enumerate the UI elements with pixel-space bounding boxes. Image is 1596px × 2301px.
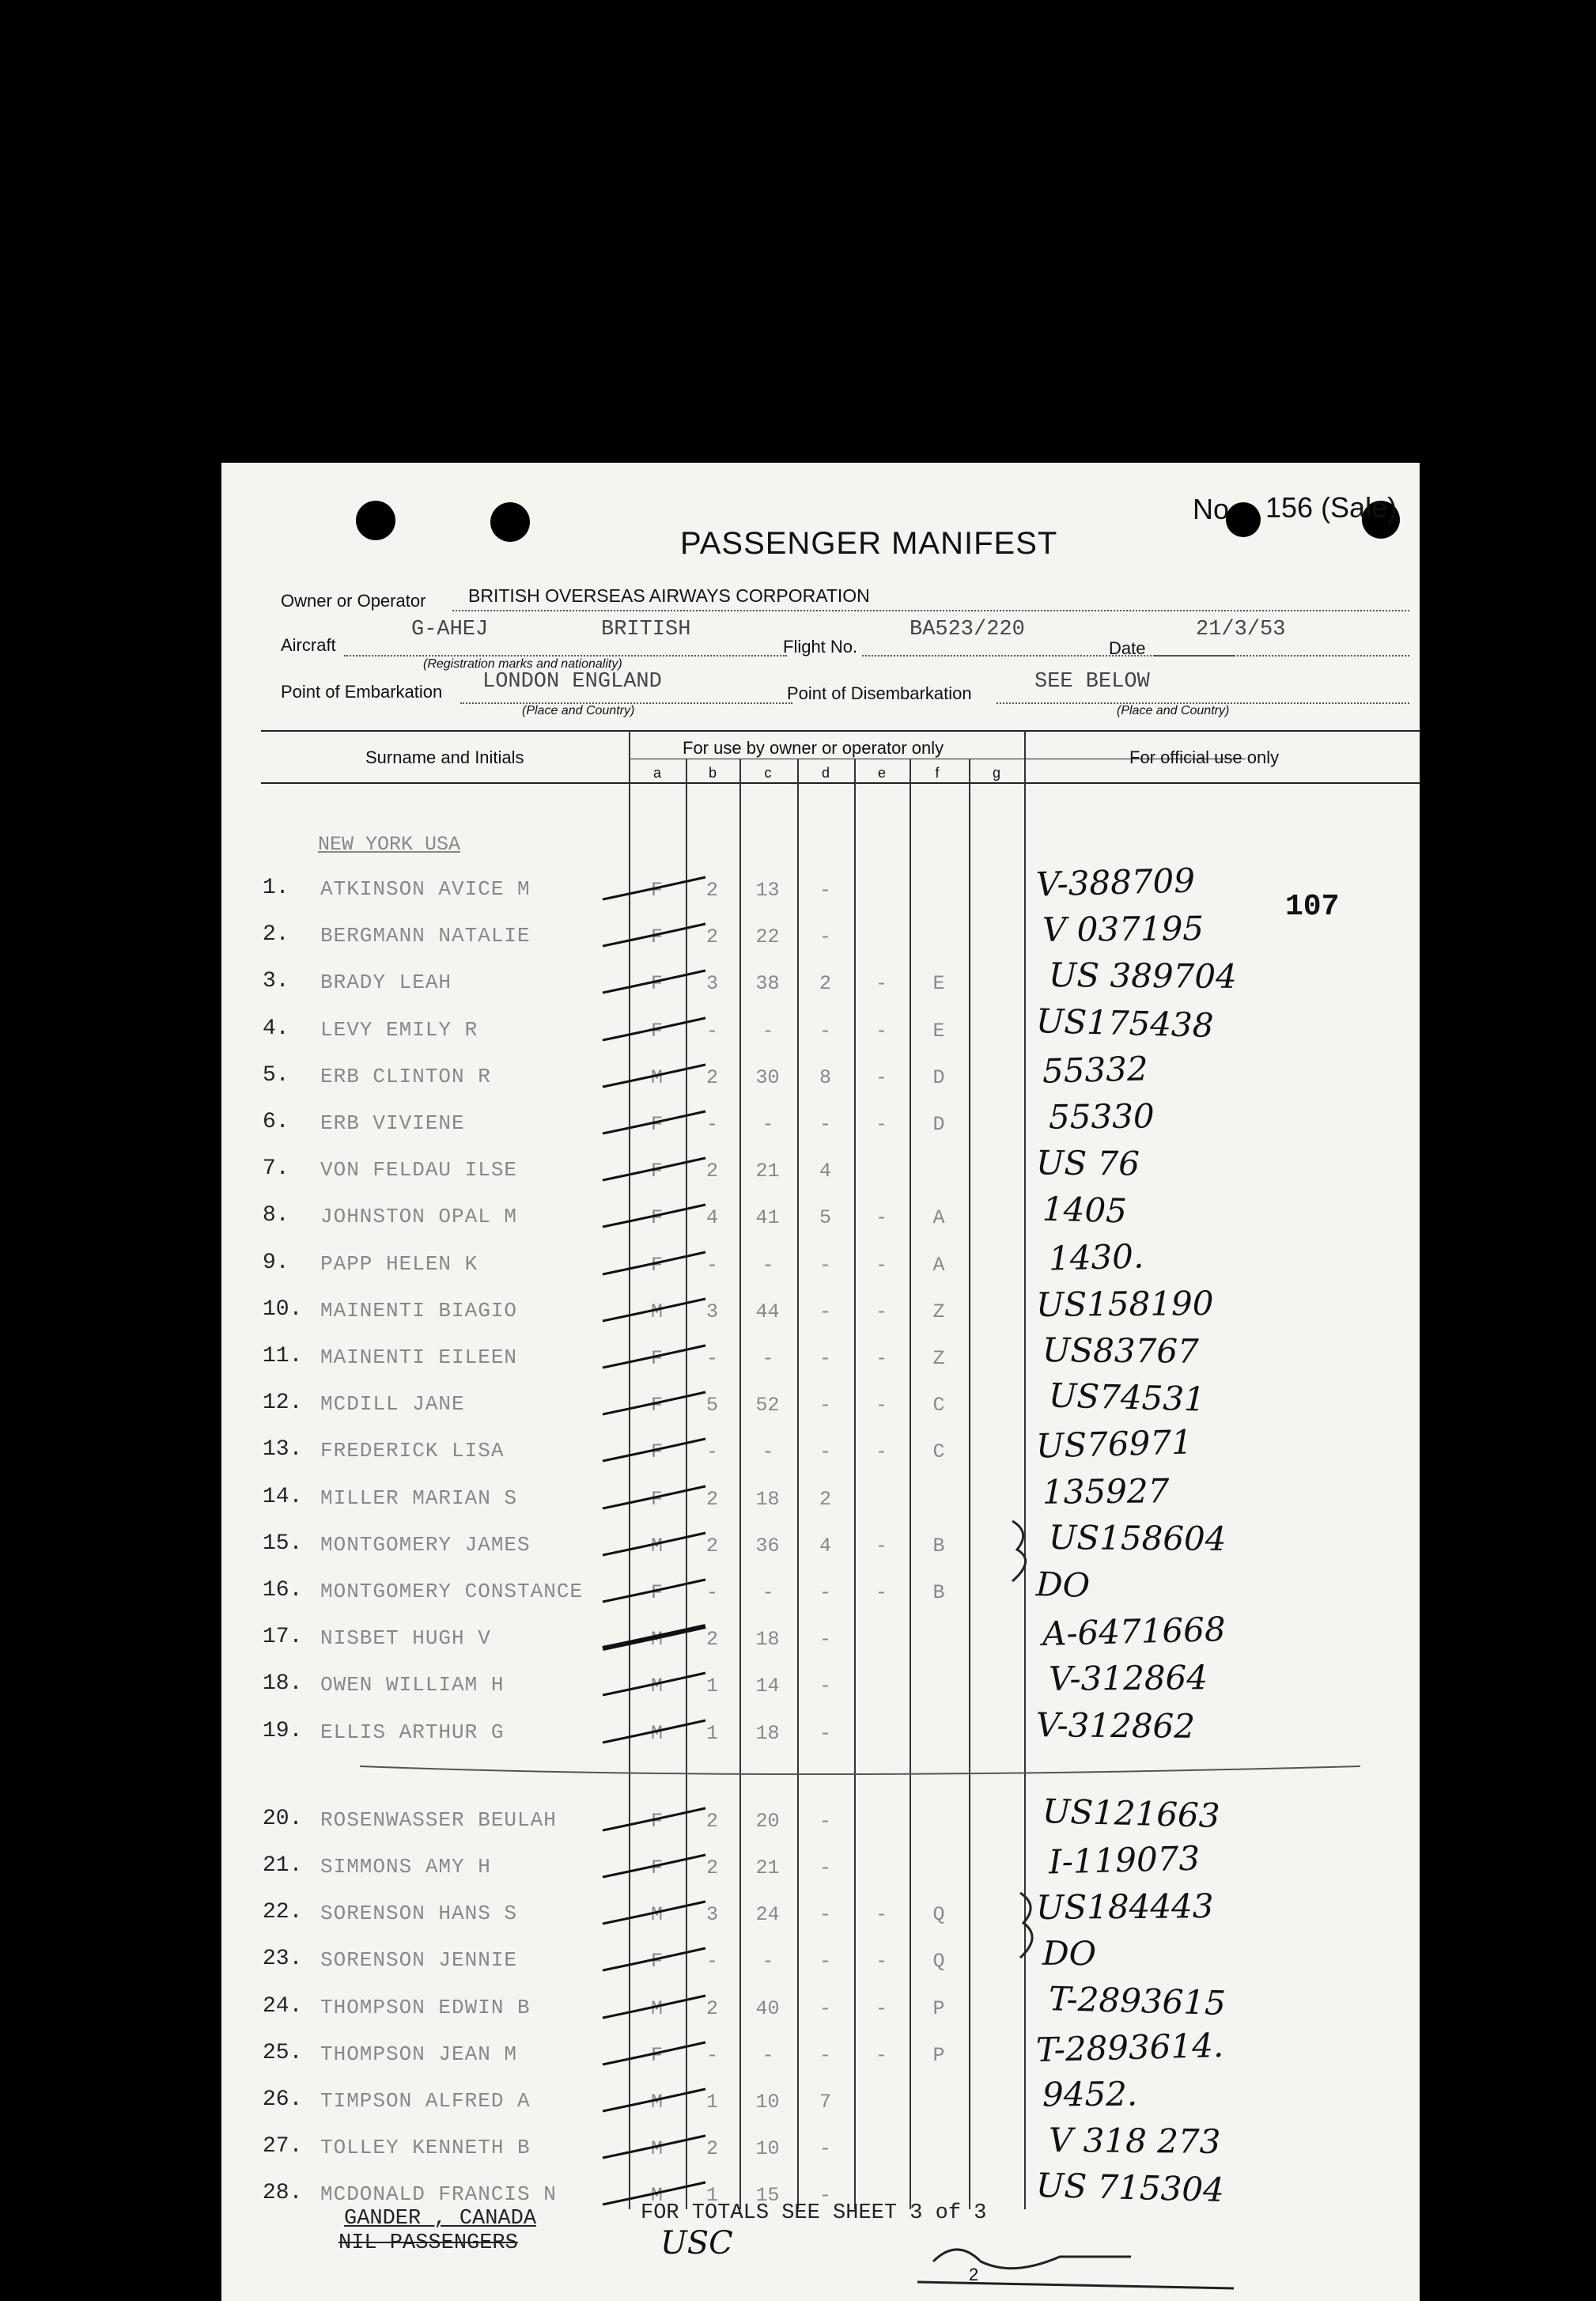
cell-b: - <box>706 1581 719 1604</box>
passenger-name: MONTGOMERY JAMES <box>320 1532 531 1557</box>
cell-b: 2 <box>706 2137 719 2161</box>
aircraft-registration: G-AHEJ <box>411 618 489 641</box>
cell-d: 4 <box>819 1534 832 1557</box>
passenger-name: THOMPSON EDWIN B <box>320 1995 531 2019</box>
cell-e: - <box>876 1019 888 1043</box>
official-entry: 1405 <box>1042 1190 1128 1231</box>
official-entry: US158604 <box>1048 1517 1227 1558</box>
cell-f: B <box>932 1534 945 1557</box>
cell-c: - <box>762 1347 774 1370</box>
page-number: 2 <box>969 2265 979 2284</box>
passenger-name: JOHNSTON OPAL M <box>320 1205 518 1229</box>
official-entry: 1430. <box>1048 1236 1144 1278</box>
official-entry: US158190 <box>1035 1283 1214 1324</box>
passenger-name: MAINENTI EILEEN <box>320 1345 518 1369</box>
cell-b: 2 <box>706 1160 719 1183</box>
cell-b: 2 <box>706 925 719 949</box>
cell-c: 40 <box>755 1996 780 2020</box>
cell-a: F <box>651 1206 664 1230</box>
row-number: 13. <box>263 1437 303 1463</box>
cell-b: - <box>706 1113 719 1136</box>
cell-d: - <box>819 2137 832 2161</box>
cell-d: 7 <box>819 2091 832 2114</box>
flight-number: BA523/220 <box>910 618 1025 641</box>
cell-b: - <box>706 1253 719 1277</box>
cell-f: A <box>932 1253 945 1277</box>
cell-d: 8 <box>819 1065 832 1089</box>
manifest-sheet <box>221 463 1420 2301</box>
col-letter-c: c <box>764 765 772 781</box>
official-entry: DO <box>1042 1934 1097 1974</box>
col-header-surname: Surname and Initials <box>365 747 524 767</box>
cell-a: F <box>651 1487 664 1511</box>
passenger-name: MONTGOMERY CONSTANCE <box>320 1580 584 1603</box>
row-number: 27. <box>263 2134 303 2159</box>
cell-b: - <box>706 1440 719 1464</box>
passenger-name: OWEN WILLIAM H <box>320 1673 505 1697</box>
official-entry: I-119073 <box>1048 1838 1201 1882</box>
cell-a: F <box>651 1950 664 1974</box>
cell-a: F <box>651 1581 664 1604</box>
official-entry: V-388709 <box>1035 861 1196 904</box>
manifest-number: 156 (Sale) <box>1265 491 1397 524</box>
cell-a: M <box>651 2091 664 2114</box>
cell-d: - <box>819 1300 832 1323</box>
embarkation-label: Point of Embarkation <box>281 682 443 702</box>
cell-b: 2 <box>706 1628 719 1652</box>
cell-b: - <box>706 1019 719 1043</box>
nil-passengers: NIL PASSENGERS <box>338 2231 518 2255</box>
cell-a: F <box>651 1113 664 1136</box>
row-number: 28. <box>263 2181 303 2206</box>
cell-d: - <box>819 1856 832 1879</box>
row-number: 14. <box>263 1484 303 1509</box>
cell-c: 10 <box>755 2137 780 2161</box>
cell-f: D <box>932 1113 945 1136</box>
row-number: 16. <box>263 1578 303 1603</box>
passenger-name: TOLLEY KENNETH B <box>320 2136 531 2160</box>
cell-b: 1 <box>706 2091 719 2114</box>
cell-e: - <box>876 1113 888 1136</box>
cell-f: Q <box>932 1950 945 1974</box>
col-letter-f: f <box>935 765 940 781</box>
cell-c: 20 <box>755 1809 780 1833</box>
cell-d: - <box>819 1996 832 2020</box>
cell-a: M <box>651 1534 664 1557</box>
passenger-name: THOMPSON JEAN M <box>320 2042 518 2066</box>
cell-a: F <box>651 1440 664 1464</box>
cell-d: - <box>819 1253 832 1277</box>
cell-a: F <box>651 972 664 996</box>
row-number: 3. <box>263 969 289 994</box>
cell-f: C <box>932 1394 945 1417</box>
row-number: 8. <box>263 1203 289 1228</box>
cell-e: - <box>876 1440 888 1464</box>
cell-d: 2 <box>819 1487 832 1511</box>
cell-c: 18 <box>755 1487 780 1511</box>
cell-a: F <box>651 1160 664 1183</box>
passenger-name: ERB CLINTON R <box>320 1064 491 1088</box>
cell-b: - <box>706 1347 719 1370</box>
cell-c: 21 <box>755 1856 780 1879</box>
passenger-name: MILLER MARIAN S <box>320 1485 518 1510</box>
cell-c: 15 <box>755 2184 780 2208</box>
passenger-name: NISBET HUGH V <box>320 1626 491 1651</box>
row-number: 12. <box>263 1391 303 1416</box>
cell-c: 18 <box>755 1721 780 1745</box>
cell-a: F <box>651 1347 664 1370</box>
cell-b: 1 <box>706 1675 719 1698</box>
cell-d: - <box>819 1113 832 1136</box>
official-entry: 55332 <box>1042 1049 1149 1091</box>
official-entry: DO <box>1035 1565 1091 1605</box>
passenger-name: SORENSON JENNIE <box>320 1948 518 1973</box>
cell-b: 2 <box>706 1487 719 1511</box>
cell-b: 2 <box>706 879 719 902</box>
official-entry: US175438 <box>1035 1001 1215 1045</box>
passenger-name: LEVY EMILY R <box>320 1017 478 1042</box>
official-entry: 135927 <box>1042 1470 1170 1512</box>
cell-a: F <box>651 2043 664 2067</box>
cell-d: - <box>819 1950 832 1974</box>
row-number: 9. <box>263 1250 289 1275</box>
official-entry: T-2893615 <box>1048 1978 1227 2023</box>
passenger-name: ATKINSON AVICE M <box>320 877 531 901</box>
row-number: 25. <box>263 2040 303 2065</box>
official-entry: 9452. <box>1042 2074 1138 2114</box>
col-header-operator: For use by owner or operator only <box>683 738 944 758</box>
cell-b: 2 <box>706 1534 719 1557</box>
cell-c: - <box>762 1113 774 1136</box>
passenger-name: SIMMONS AMY H <box>320 1855 491 1879</box>
cell-d: - <box>819 1394 832 1417</box>
destination-gander: GANDER , CANADA <box>344 2207 537 2231</box>
passenger-name: MCDONALD FRANCIS N <box>320 2182 557 2207</box>
date-label: Date <box>1109 638 1146 658</box>
cell-d: - <box>819 1903 832 1927</box>
row-number: 19. <box>263 1718 303 1743</box>
col-header-official: For official use only <box>1129 747 1280 767</box>
row-number: 20. <box>263 1806 303 1831</box>
official-entry: 55330 <box>1048 1096 1155 1137</box>
cell-a: M <box>651 1675 664 1698</box>
passenger-name: SORENSON HANS S <box>320 1902 518 1926</box>
cell-f: C <box>932 1440 945 1464</box>
cell-d: 2 <box>819 972 832 996</box>
cell-a: F <box>651 1019 664 1043</box>
cell-c: 38 <box>755 972 780 996</box>
aircraft-label: Aircraft <box>281 635 336 655</box>
cell-d: - <box>819 1721 832 1745</box>
cell-b: 1 <box>706 2184 719 2208</box>
cell-c: 36 <box>755 1534 780 1557</box>
row-number: 10. <box>263 1296 303 1322</box>
cell-a: M <box>651 1628 664 1652</box>
cell-e: - <box>876 1534 888 1557</box>
cell-b: 3 <box>706 1300 719 1323</box>
col-letter-e: e <box>878 765 887 781</box>
passenger-name: TIMPSON ALFRED A <box>320 2089 531 2113</box>
cell-a: F <box>651 925 664 949</box>
cell-c: 10 <box>755 2091 780 2114</box>
row-number: 15. <box>263 1531 303 1556</box>
row-number: 21. <box>263 1853 303 1878</box>
cell-f: E <box>932 1019 945 1043</box>
passenger-name: MAINENTI BIAGIO <box>320 1298 518 1323</box>
official-entry: US184443 <box>1035 1887 1214 1928</box>
official-entry: US74531 <box>1048 1376 1206 1419</box>
cell-b: - <box>706 1950 719 1974</box>
cell-f: Z <box>932 1347 945 1370</box>
cell-c: 24 <box>755 1903 780 1927</box>
row-number: 1. <box>263 876 289 900</box>
cell-e: - <box>876 1206 888 1230</box>
cell-d: - <box>819 1675 832 1698</box>
row-number: 22. <box>263 1900 303 1925</box>
col-letter-a: a <box>653 765 662 781</box>
cell-d: - <box>819 1628 832 1652</box>
registration-note: (Registration marks and nationality) <box>423 657 622 671</box>
cell-a: F <box>651 1253 664 1277</box>
flight-date: 21/3/53 <box>1196 618 1286 641</box>
cell-d: - <box>819 1440 832 1464</box>
cell-a: M <box>651 2137 664 2161</box>
col-letter-b: b <box>709 765 717 781</box>
official-entry: A-6471668 <box>1042 1610 1227 1654</box>
totals-note: FOR TOTALS SEE SHEET 3 of 3 <box>641 2201 987 2225</box>
cell-a: F <box>651 1809 664 1833</box>
cell-b: 3 <box>706 1903 719 1927</box>
official-entry: T-2893614. <box>1035 2025 1224 2069</box>
cell-c: - <box>762 2043 774 2067</box>
margin-count: 107 <box>1285 890 1340 924</box>
cell-e: - <box>876 1950 888 1974</box>
cell-e: - <box>876 972 888 996</box>
cell-d: - <box>819 2043 832 2067</box>
owner-label: Owner or Operator <box>281 591 426 611</box>
cell-c: 21 <box>755 1160 780 1183</box>
cell-d: 5 <box>819 1206 832 1230</box>
disembarkation-value: SEE BELOW <box>1034 670 1150 694</box>
flight-number-label: Flight No. <box>783 637 858 657</box>
cell-a: F <box>651 1394 664 1417</box>
cell-c: 14 <box>755 1675 780 1698</box>
cell-e: - <box>876 1253 888 1277</box>
passenger-name: BERGMANN NATALIE <box>320 924 531 948</box>
cell-e: - <box>876 1903 888 1927</box>
cell-a: M <box>651 1903 664 1927</box>
disembarkation-label: Point of Disembarkation <box>787 683 972 703</box>
official-entry: US 715304 <box>1035 2166 1225 2210</box>
passenger-name: BRADY LEAH <box>320 971 452 995</box>
cell-f: Z <box>932 1300 945 1323</box>
cell-f: D <box>932 1065 945 1089</box>
cell-c: 18 <box>755 1628 780 1652</box>
cell-b: 2 <box>706 1809 719 1833</box>
official-entry: US 76 <box>1035 1143 1140 1183</box>
official-entry: V-312862 <box>1035 1705 1196 1746</box>
cell-c: 13 <box>755 879 780 902</box>
cell-c: 30 <box>755 1065 780 1089</box>
official-entry: US 389704 <box>1048 956 1238 997</box>
cell-a: M <box>651 1996 664 2020</box>
cell-e: - <box>876 1347 888 1370</box>
handwritten-marks <box>221 463 1420 2301</box>
cell-d: - <box>819 1581 832 1604</box>
cell-c: 41 <box>755 1206 780 1230</box>
cell-b: 5 <box>706 1394 719 1417</box>
cell-e: - <box>876 1996 888 2020</box>
passenger-name: ROSENWASSER BEULAH <box>320 1807 557 1832</box>
official-entry: V 318 273 <box>1048 2121 1221 2162</box>
cell-a: M <box>651 1300 664 1323</box>
row-number: 5. <box>263 1062 289 1088</box>
destination-heading-new-york: NEW YORK USA <box>318 833 461 856</box>
row-number: 7. <box>263 1156 289 1182</box>
cell-e: - <box>876 1065 888 1089</box>
row-number: 18. <box>263 1671 303 1697</box>
cell-e: - <box>876 2043 888 2067</box>
cell-b: 2 <box>706 1856 719 1879</box>
official-entry: US83767 <box>1042 1330 1199 1371</box>
cell-a: M <box>651 1721 664 1745</box>
official-entry: US76971 <box>1035 1422 1193 1466</box>
page-title: PASSENGER MANIFEST <box>680 526 1058 561</box>
cell-f: P <box>932 2043 945 2067</box>
manifest-number-label: No <box>1193 493 1230 525</box>
stamp-usc: USC <box>660 2225 733 2261</box>
cell-c: - <box>762 1253 774 1277</box>
cell-b: 4 <box>706 1206 719 1230</box>
passenger-name: PAPP HELEN K <box>320 1251 478 1276</box>
embarkation-value: LONDON ENGLAND <box>482 670 662 694</box>
official-entry: V-312864 <box>1048 1658 1208 1699</box>
cell-e: - <box>876 1300 888 1323</box>
cell-d: 4 <box>819 1160 832 1183</box>
cell-b: - <box>706 2043 719 2067</box>
cell-c: - <box>762 1019 774 1043</box>
passenger-name: MCDILL JANE <box>320 1392 465 1417</box>
cell-a: M <box>651 1065 664 1089</box>
official-entry: US121663 <box>1042 1791 1221 1835</box>
cell-b: 2 <box>706 1996 719 2020</box>
cell-d: - <box>819 2184 832 2208</box>
row-number: 17. <box>263 1625 303 1650</box>
passenger-name: ELLIS ARTHUR G <box>320 1720 505 1744</box>
cell-f: Q <box>932 1903 945 1927</box>
embark-place-note: (Place and Country) <box>522 704 635 717</box>
col-letter-d: d <box>822 765 830 781</box>
aircraft-nationality: BRITISH <box>601 618 691 641</box>
cell-f: A <box>932 1206 945 1230</box>
cell-d: - <box>819 925 832 949</box>
cell-c: 44 <box>755 1300 780 1323</box>
row-number: 2. <box>263 922 289 948</box>
row-number: 26. <box>263 2087 303 2112</box>
passenger-name: FREDERICK LISA <box>320 1439 505 1463</box>
cell-d: - <box>819 1809 832 1833</box>
cell-f: E <box>932 972 945 996</box>
cell-a: M <box>651 2184 664 2208</box>
cell-e: - <box>876 1581 888 1604</box>
passenger-name: VON FELDAU ILSE <box>320 1158 518 1183</box>
cell-f: P <box>932 1996 945 2020</box>
cell-f: B <box>932 1581 945 1604</box>
cell-e: - <box>876 1394 888 1417</box>
cell-b: 3 <box>706 972 719 996</box>
col-letter-g: g <box>993 765 1001 781</box>
cell-d: - <box>819 879 832 902</box>
cell-c: 52 <box>755 1394 780 1417</box>
row-number: 23. <box>263 1947 303 1972</box>
row-number: 4. <box>263 1016 289 1041</box>
cell-b: 1 <box>706 1721 719 1745</box>
cell-c: - <box>762 1440 774 1464</box>
disembark-place-note: (Place and Country) <box>1117 704 1230 717</box>
cell-a: F <box>651 1856 664 1879</box>
row-number: 11. <box>263 1344 303 1368</box>
cell-c: - <box>762 1581 774 1604</box>
cell-c: - <box>762 1950 774 1974</box>
cell-d: - <box>819 1347 832 1370</box>
cell-a: F <box>651 879 664 902</box>
cell-c: 22 <box>755 925 780 949</box>
row-number: 6. <box>263 1110 289 1134</box>
owner-value: BRITISH OVERSEAS AIRWAYS CORPORATION <box>468 585 870 606</box>
cell-d: - <box>819 1019 832 1043</box>
row-number: 24. <box>263 1993 303 2019</box>
official-entry: V 037195 <box>1042 909 1205 950</box>
cell-b: 2 <box>706 1065 719 1089</box>
passenger-name: ERB VIVIENE <box>320 1111 465 1135</box>
